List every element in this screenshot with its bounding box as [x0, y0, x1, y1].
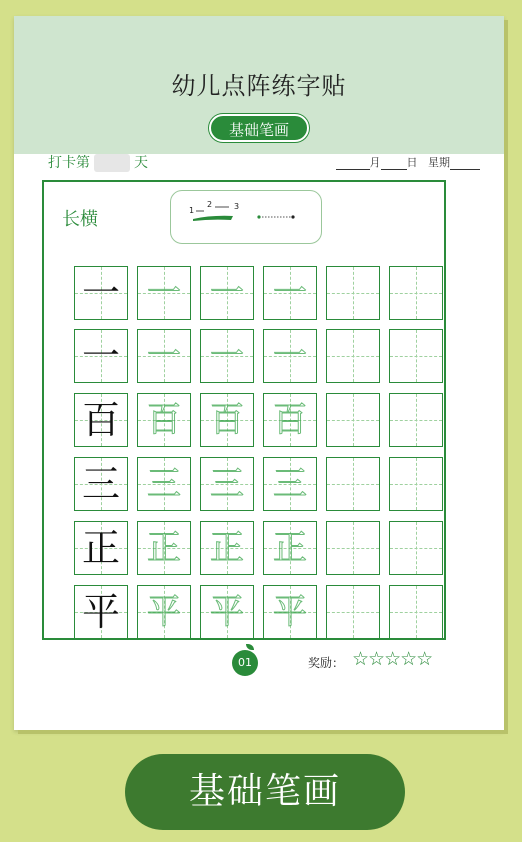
tracing-character: 正 — [147, 528, 181, 568]
grid-guide-vertical — [353, 522, 354, 574]
blank-writing-cell — [389, 521, 443, 575]
model-character: 平 — [81, 590, 120, 634]
checkin-prefix: 打卡第 — [48, 155, 90, 171]
grid-guide-vertical — [416, 267, 417, 319]
blank-writing-cell — [326, 585, 380, 639]
grid-guide-vertical — [353, 458, 354, 510]
model-character-cell — [74, 585, 128, 639]
tracing-character: 一 — [147, 273, 181, 313]
blank-writing-cell — [389, 457, 443, 511]
tracing-character: 一 — [210, 273, 244, 313]
model-character: 三 — [81, 462, 120, 506]
tracing-cell — [137, 585, 191, 639]
blank-writing-cell — [389, 393, 443, 447]
grid-guide-vertical — [353, 267, 354, 319]
tracing-character: 平 — [210, 592, 244, 632]
demo-stroke-shape — [193, 216, 233, 221]
tracing-cell — [137, 329, 191, 383]
tracing-cell — [263, 521, 317, 575]
blank-writing-cell — [326, 266, 380, 320]
model-character-cell — [74, 329, 128, 383]
tracing-cell — [200, 266, 254, 320]
tracing-cell — [263, 393, 317, 447]
tracing-character: 三 — [210, 464, 244, 504]
date-line — [336, 154, 481, 170]
grid-guide-vertical — [353, 586, 354, 638]
subtitle-badge: 基础笔画 — [209, 114, 309, 142]
reward-label: 奖励： — [308, 656, 345, 670]
model-character-cell — [74, 266, 128, 320]
tracing-cell — [200, 393, 254, 447]
tracing-character: 一 — [210, 336, 244, 376]
tracing-cell — [200, 521, 254, 575]
blank-writing-cell — [326, 329, 380, 383]
model-character: 百 — [81, 398, 120, 442]
demo-number-1: 1 — [189, 206, 195, 215]
blank-writing-cell — [389, 585, 443, 639]
tracing-character: 三 — [147, 464, 181, 504]
weekday-blank — [450, 156, 480, 170]
grid-guide-vertical — [416, 330, 417, 382]
grid-guide-vertical — [416, 394, 417, 446]
tracing-cell — [137, 393, 191, 447]
reward-stars: ☆☆☆☆☆ — [352, 648, 433, 670]
model-character: 正 — [81, 526, 120, 570]
blank-writing-cell — [326, 457, 380, 511]
blank-writing-cell — [389, 266, 443, 320]
tracing-cell — [200, 457, 254, 511]
grid-guide-vertical — [416, 522, 417, 574]
tracing-character: 一 — [273, 336, 307, 376]
month-label: 月 — [369, 156, 381, 169]
checkin-day-box — [94, 154, 130, 172]
tracing-cell — [263, 266, 317, 320]
blank-writing-cell — [326, 393, 380, 447]
stroke-name: 长横 — [62, 209, 98, 230]
tracing-cell — [200, 329, 254, 383]
checkin-suffix: 天 — [134, 155, 148, 171]
tracing-character: 三 — [273, 464, 307, 504]
page-number-badge: 01 — [232, 650, 258, 676]
demo-number-2: 2 — [207, 200, 213, 209]
tracing-character: 百 — [210, 400, 244, 440]
tracing-cell — [137, 521, 191, 575]
blank-writing-cell — [389, 329, 443, 383]
demo-dot-end — [291, 215, 294, 218]
grid-guide-vertical — [416, 586, 417, 638]
model-character: 一 — [81, 271, 120, 315]
stroke-demo-box — [170, 190, 322, 244]
tracing-character: 平 — [147, 592, 181, 632]
demo-dot-start — [257, 215, 260, 218]
tracing-cell — [263, 457, 317, 511]
tracing-character: 百 — [147, 400, 181, 440]
tracing-character: 一 — [273, 273, 307, 313]
blank-writing-cell — [326, 521, 380, 575]
day-label: 日 — [406, 156, 418, 169]
month-blank — [336, 156, 370, 170]
category-banner: 基础笔画 — [125, 754, 405, 830]
tracing-character: 百 — [273, 400, 307, 440]
tracing-cell — [137, 266, 191, 320]
page-title: 幼儿点阵练字贴 — [171, 72, 347, 100]
tracing-cell — [137, 457, 191, 511]
model-character-cell — [74, 393, 128, 447]
grid-guide-vertical — [353, 394, 354, 446]
tracing-character: 平 — [273, 592, 307, 632]
tracing-cell — [263, 585, 317, 639]
tracing-cell — [263, 329, 317, 383]
tracing-character: 一 — [147, 336, 181, 376]
stroke-demo-illustration — [171, 191, 321, 243]
tracing-character: 正 — [273, 528, 307, 568]
checkin-line — [48, 152, 148, 172]
model-character-cell — [74, 457, 128, 511]
grid-guide-vertical — [353, 330, 354, 382]
grid-guide-vertical — [416, 458, 417, 510]
tracing-cell — [200, 585, 254, 639]
tracing-character: 正 — [210, 528, 244, 568]
day-blank — [381, 156, 407, 170]
model-character-cell — [74, 521, 128, 575]
page-header — [14, 16, 504, 154]
model-character: 一 — [81, 334, 120, 378]
demo-number-3: 3 — [234, 202, 240, 211]
weekday-label: 星期 — [428, 156, 450, 169]
